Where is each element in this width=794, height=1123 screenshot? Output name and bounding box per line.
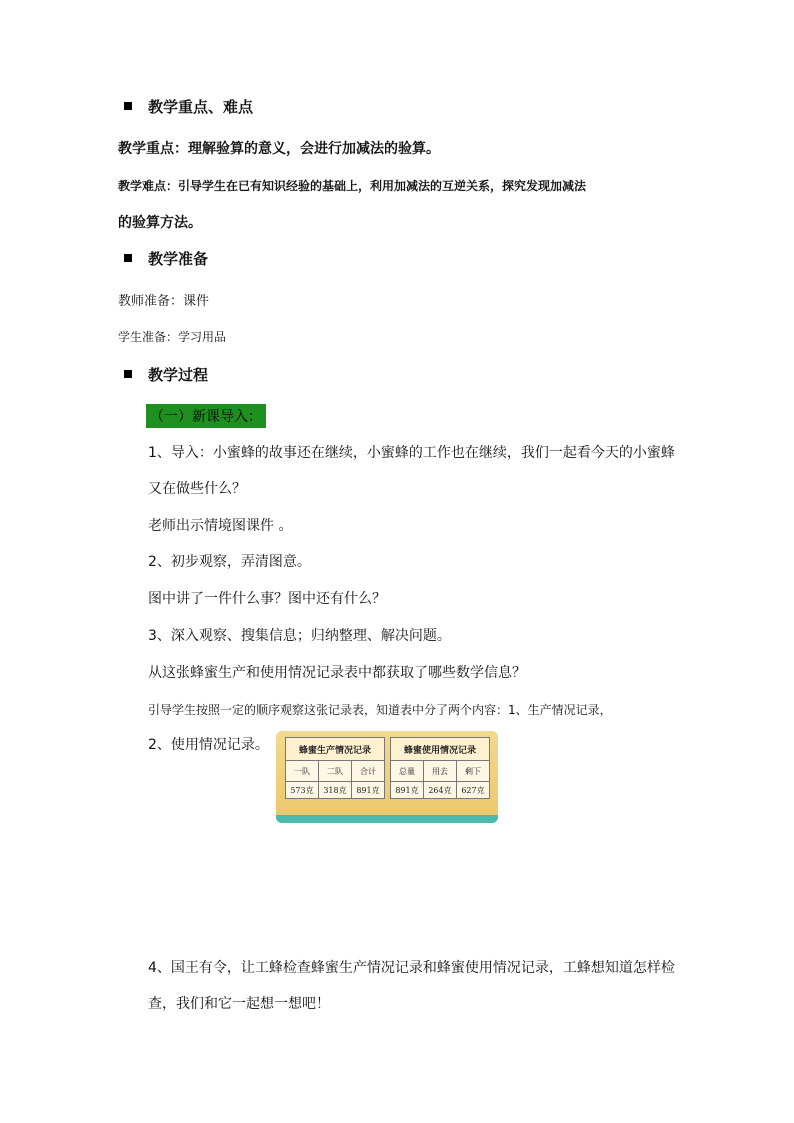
paragraph-usage: 2、使用情况记录。 [148, 737, 269, 753]
production-table [285, 737, 385, 799]
production-table-title: 蜂蜜生产情况记录 [286, 738, 385, 761]
production-value: 318克 [318, 782, 351, 799]
usage-header: 用去 [423, 761, 456, 782]
production-header: 合计 [351, 761, 384, 782]
usage-table-title: 蜂蜜使用情况记录 [391, 738, 490, 761]
section-heading-key-points: 教学重点、难点 [148, 98, 254, 116]
paragraph-king-order-line1: 4、国王有令，让工蜂检查蜂蜜生产情况记录和蜂蜜使用情况记录，工蜂想知道怎样检 [148, 960, 675, 976]
bullet-icon [124, 254, 132, 262]
section-heading-process: 教学过程 [148, 366, 209, 384]
section-heading-preparation: 教学准备 [148, 250, 209, 268]
usage-value: 891克 [391, 782, 424, 799]
usage-table [390, 737, 490, 799]
paragraph-intro-line2: 又在做些什么？ [148, 481, 246, 497]
usage-value: 627克 [456, 782, 489, 799]
image-bottom-strip [276, 815, 498, 823]
paragraph-intro-line1: 1、导入：小蜜蜂的故事还在继续，小蜜蜂的工作也在继续，我们一起看今天的小蜜蜂 [148, 445, 675, 461]
bullet-icon [124, 102, 132, 110]
paragraph-observe: 2、初步观察，弄清图意。 [148, 554, 311, 570]
difficulty-text-line1: 教学难点：引导学生在已有知识经验的基础上，利用加减法的互逆关系，探究发现加减法 [118, 179, 587, 193]
usage-header: 剩下 [456, 761, 489, 782]
bullet-icon [124, 370, 132, 378]
usage-header: 总量 [391, 761, 424, 782]
student-preparation: 学生准备：学习用品 [118, 330, 227, 344]
new-lesson-label: （一）新课导入： [146, 404, 266, 428]
paragraph-deep-observe: 3、深入观察、搜集信息；归纳整理、解决问题。 [148, 628, 451, 644]
paragraph-guide: 引导学生按照一定的顺序观察这张记录表，知道表中分了两个内容：1、生产情况记录， [148, 703, 612, 717]
key-point-text: 教学重点：理解验算的意义，会进行加减法的验算。 [118, 141, 440, 157]
paragraph-king-order-line2: 查，我们和它一起想一想吧！ [148, 996, 330, 1012]
production-value: 573克 [286, 782, 319, 799]
production-value: 891克 [351, 782, 384, 799]
production-header: 一队 [286, 761, 319, 782]
usage-value: 264克 [423, 782, 456, 799]
paragraph-courseware: 老师出示情境图课件 。 [148, 518, 293, 534]
paragraph-question: 图中讲了一件什么事？图中还有什么？ [148, 591, 386, 607]
production-header: 二队 [318, 761, 351, 782]
difficulty-text-line2: 的验算方法。 [118, 215, 202, 231]
paragraph-info: 从这张蜂蜜生产和使用情况记录表中都获取了哪些数学信息？ [148, 665, 526, 681]
honey-record-image [276, 731, 498, 823]
teacher-preparation: 教师准备：课件 [118, 294, 210, 309]
